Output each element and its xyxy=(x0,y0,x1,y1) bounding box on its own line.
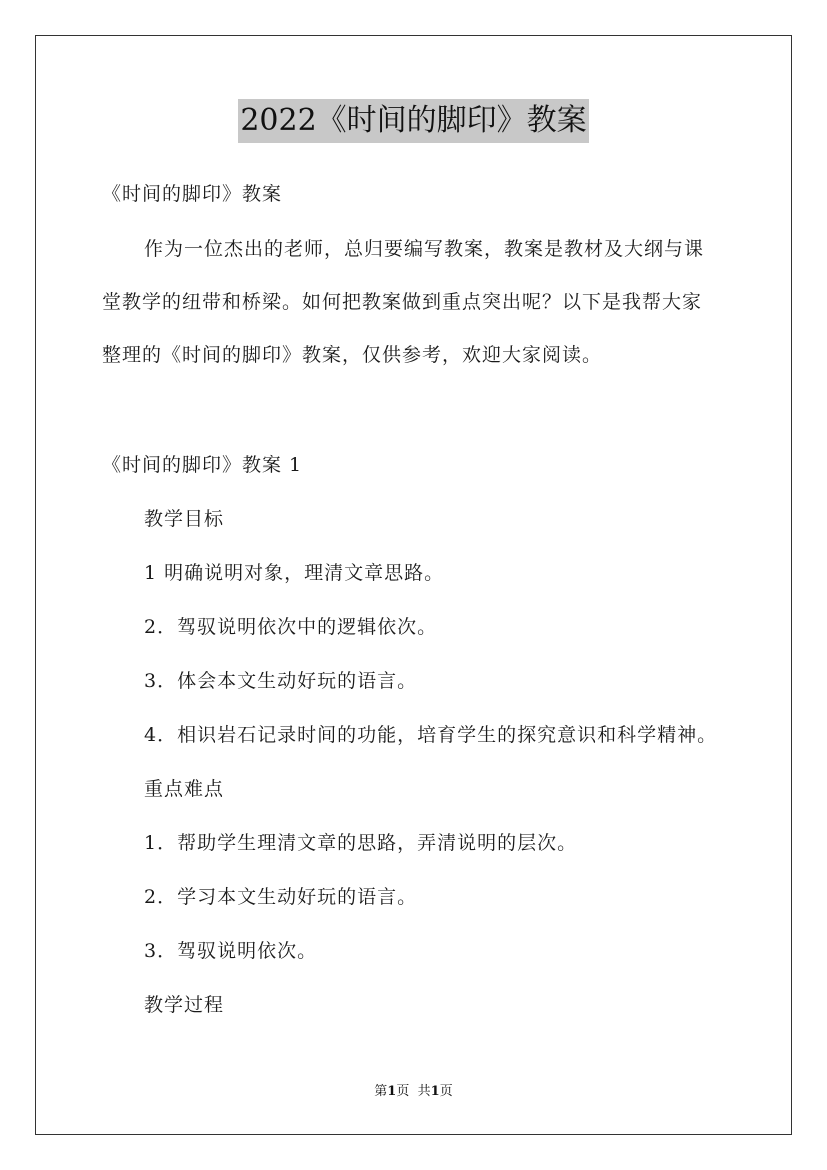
title-container xyxy=(0,99,827,143)
document-title: 2022《时间的脚印》教案 xyxy=(238,99,588,143)
intro-line-1: 作为一位杰出的老师，总归要编写教案，教案是教材及大纲与课 xyxy=(144,238,705,260)
objectives-heading: 教学目标 xyxy=(144,508,225,530)
process-heading: 教学过程 xyxy=(144,994,225,1016)
page-label-suffix: 页 xyxy=(396,1084,410,1099)
key-point-item-1: 1．帮助学生理清文章的思路，弄清说明的层次。 xyxy=(144,832,578,854)
page-number: 1 xyxy=(387,1084,397,1099)
page-label-prefix: 第 xyxy=(374,1084,388,1099)
objective-item-1: 1 明确说明对象，理清文章思路。 xyxy=(144,562,445,584)
total-pages: 1 xyxy=(430,1084,440,1099)
key-point-item-2: 2．学习本文生动好玩的语言。 xyxy=(144,886,418,908)
objective-item-2: 2．驾驭说明依次中的逻辑依次。 xyxy=(144,616,438,638)
key-point-item-3: 3．驾驭说明依次。 xyxy=(144,940,318,962)
objective-item-4: 4．相识岩石记录时间的功能，培育学生的探究意识和科学精神。 xyxy=(144,724,718,746)
total-label-suffix: 页 xyxy=(439,1084,453,1099)
intro-line-3: 整理的《时间的脚印》教案，仅供参考，欢迎大家阅读。 xyxy=(102,344,603,366)
objective-item-3: 3．体会本文生动好玩的语言。 xyxy=(144,670,418,692)
document-subtitle: 《时间的脚印》教案 xyxy=(102,183,283,205)
intro-line-2: 堂教学的纽带和桥梁。如何把教案做到重点突出呢？以下是我帮大家 xyxy=(102,291,703,313)
total-label-prefix: 共 xyxy=(417,1084,431,1099)
key-points-heading: 重点难点 xyxy=(144,778,225,800)
page-footer xyxy=(0,1083,827,1101)
section-heading: 《时间的脚印》教案 1 xyxy=(102,454,303,476)
